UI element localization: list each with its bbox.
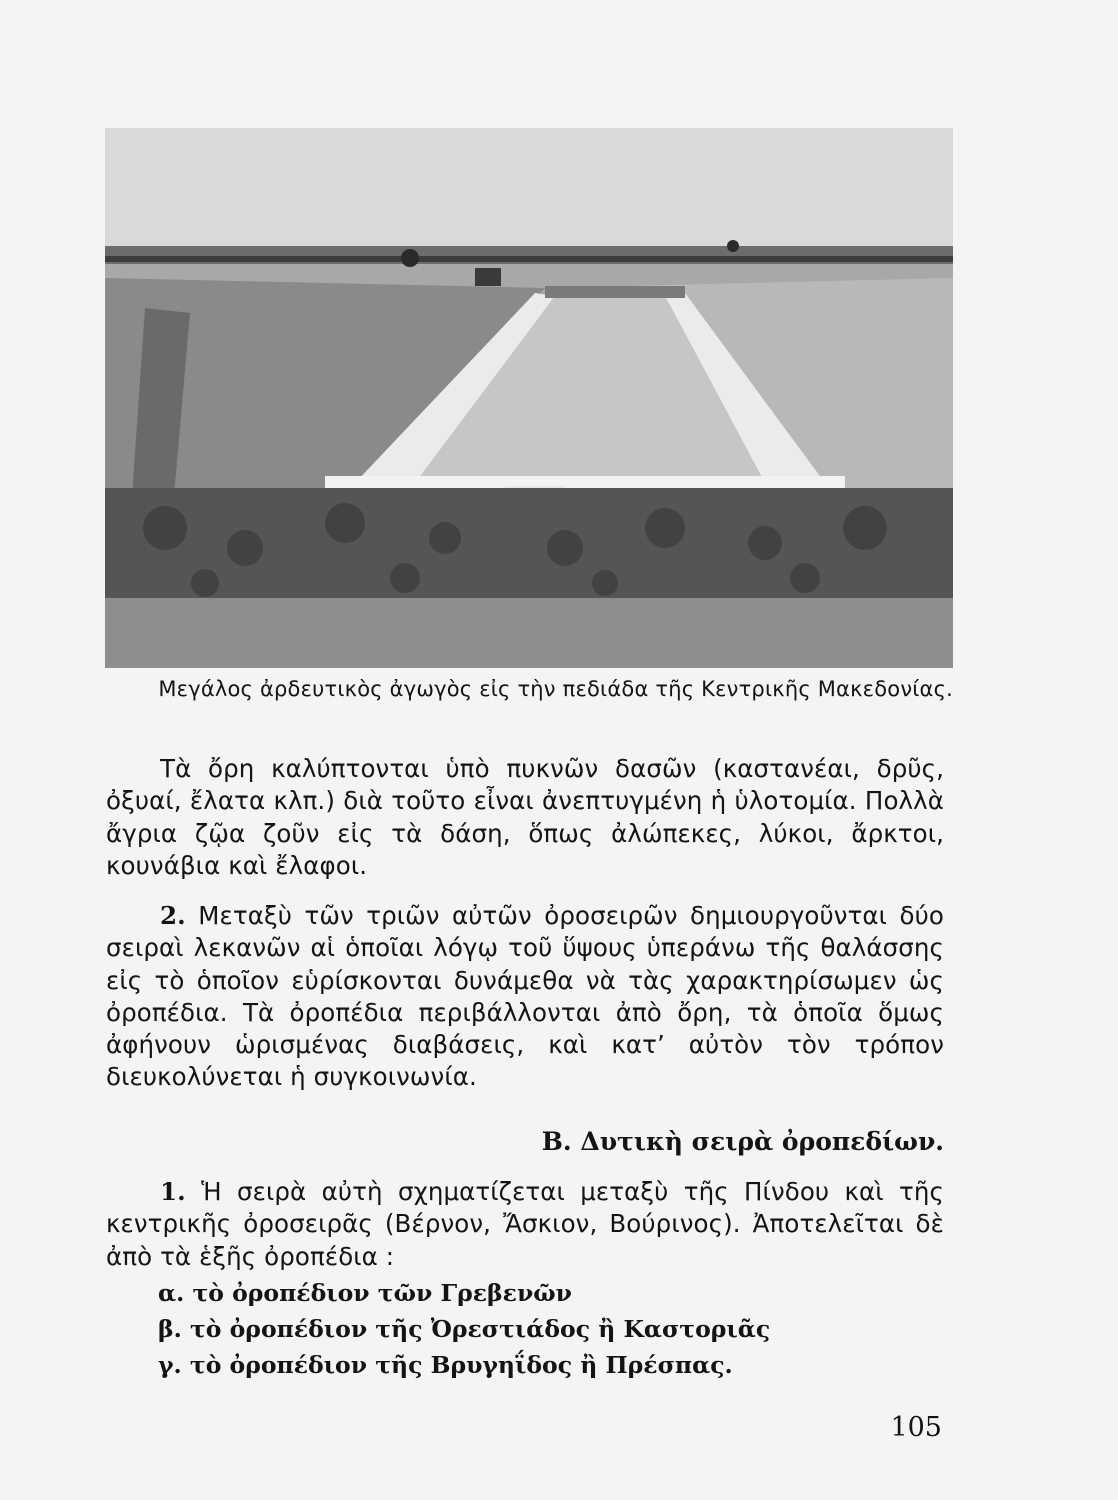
plateau-list — [158, 1275, 770, 1383]
photo-caption: Μεγάλος ἀρδευτικὸς ἀγωγὸς εἰς τὴν πεδιάδα τῆς Κεντρικῆς Μακεδονίας. — [158, 677, 953, 701]
paragraph-text: Μεταξὺ τῶν τριῶν αὐτῶν ὀροσειρῶν δημιουργοῦνται δύο σειραὶ λεκανῶν αἱ ὁποῖαι λόγῳ τοῦ ὕψους ὑπεράνω τῆς θαλάσσης εἰς τὸ ὁποῖον εὑρίσκονται δυνάμεθα νὰ τὰς χαρακτηρίσωμεν ὡς ὀροπέδια. Τὰ ὀροπέδια περιβάλλονται ἀπὸ ὄρη, τὰ ὁποῖα ὅμως ἀφήνουν ὡρισμένας διαβάσεις, καὶ κατ’ αὐτὸν τὸν τρόπον διευκολύνεται ἡ συγκοινωνία. — [106, 901, 945, 1092]
list-item: β. τὸ ὀροπέδιον τῆς Ὀρεστιάδος ἢ Καστοριᾶς — [158, 1315, 771, 1343]
list-item: γ. τὸ ὀροπέδιον τῆς Βρυγηΐδος ἢ Πρέσπας. — [158, 1351, 733, 1379]
section-heading: Β. Δυτικὴ σειρὰ ὀροπεδίων. — [541, 1127, 944, 1156]
list-item: α. τὸ ὀροπέδιον τῶν Γρεβενῶν — [158, 1279, 572, 1307]
paragraph-text: Τὰ ὄρη καλύπτονται ὑπὸ πυκνῶν δασῶν (καστανέαι, δρῦς, ὀξυαί, ἔλατα κλπ.) διὰ τοῦτο εἶναι ἀνεπτυγμένη ἡ ὑλοτομία. Πολλὰ ἄγρια ζῷα ζοῦν εἰς τὰ δάση, ὅπως ἀλώπεκες, λύκοι, ἄρκτοι, κουνάβια καὶ ἔλαφοι. — [106, 754, 944, 880]
irrigation-canal-photo — [105, 128, 953, 668]
paragraph-plateaus — [106, 900, 944, 1094]
paragraph-number: 2. — [160, 901, 186, 930]
page-number: 105 — [890, 1412, 942, 1443]
paragraph-forests — [106, 753, 944, 882]
paragraph-number: 1. — [160, 1177, 186, 1206]
paragraph-western-series — [106, 1176, 944, 1273]
paragraph-text: Ἡ σειρὰ αὐτὴ σχηματίζεται μεταξὺ τῆς Πίνδου καὶ τῆς κεντρικῆς ὀροσειρᾶς (Βέρνον, Ἄσκιον, Βούρινος). Ἀποτελεῖται δὲ ἀπὸ τὰ ἑξῆς ὀροπέδια : — [106, 1177, 944, 1271]
